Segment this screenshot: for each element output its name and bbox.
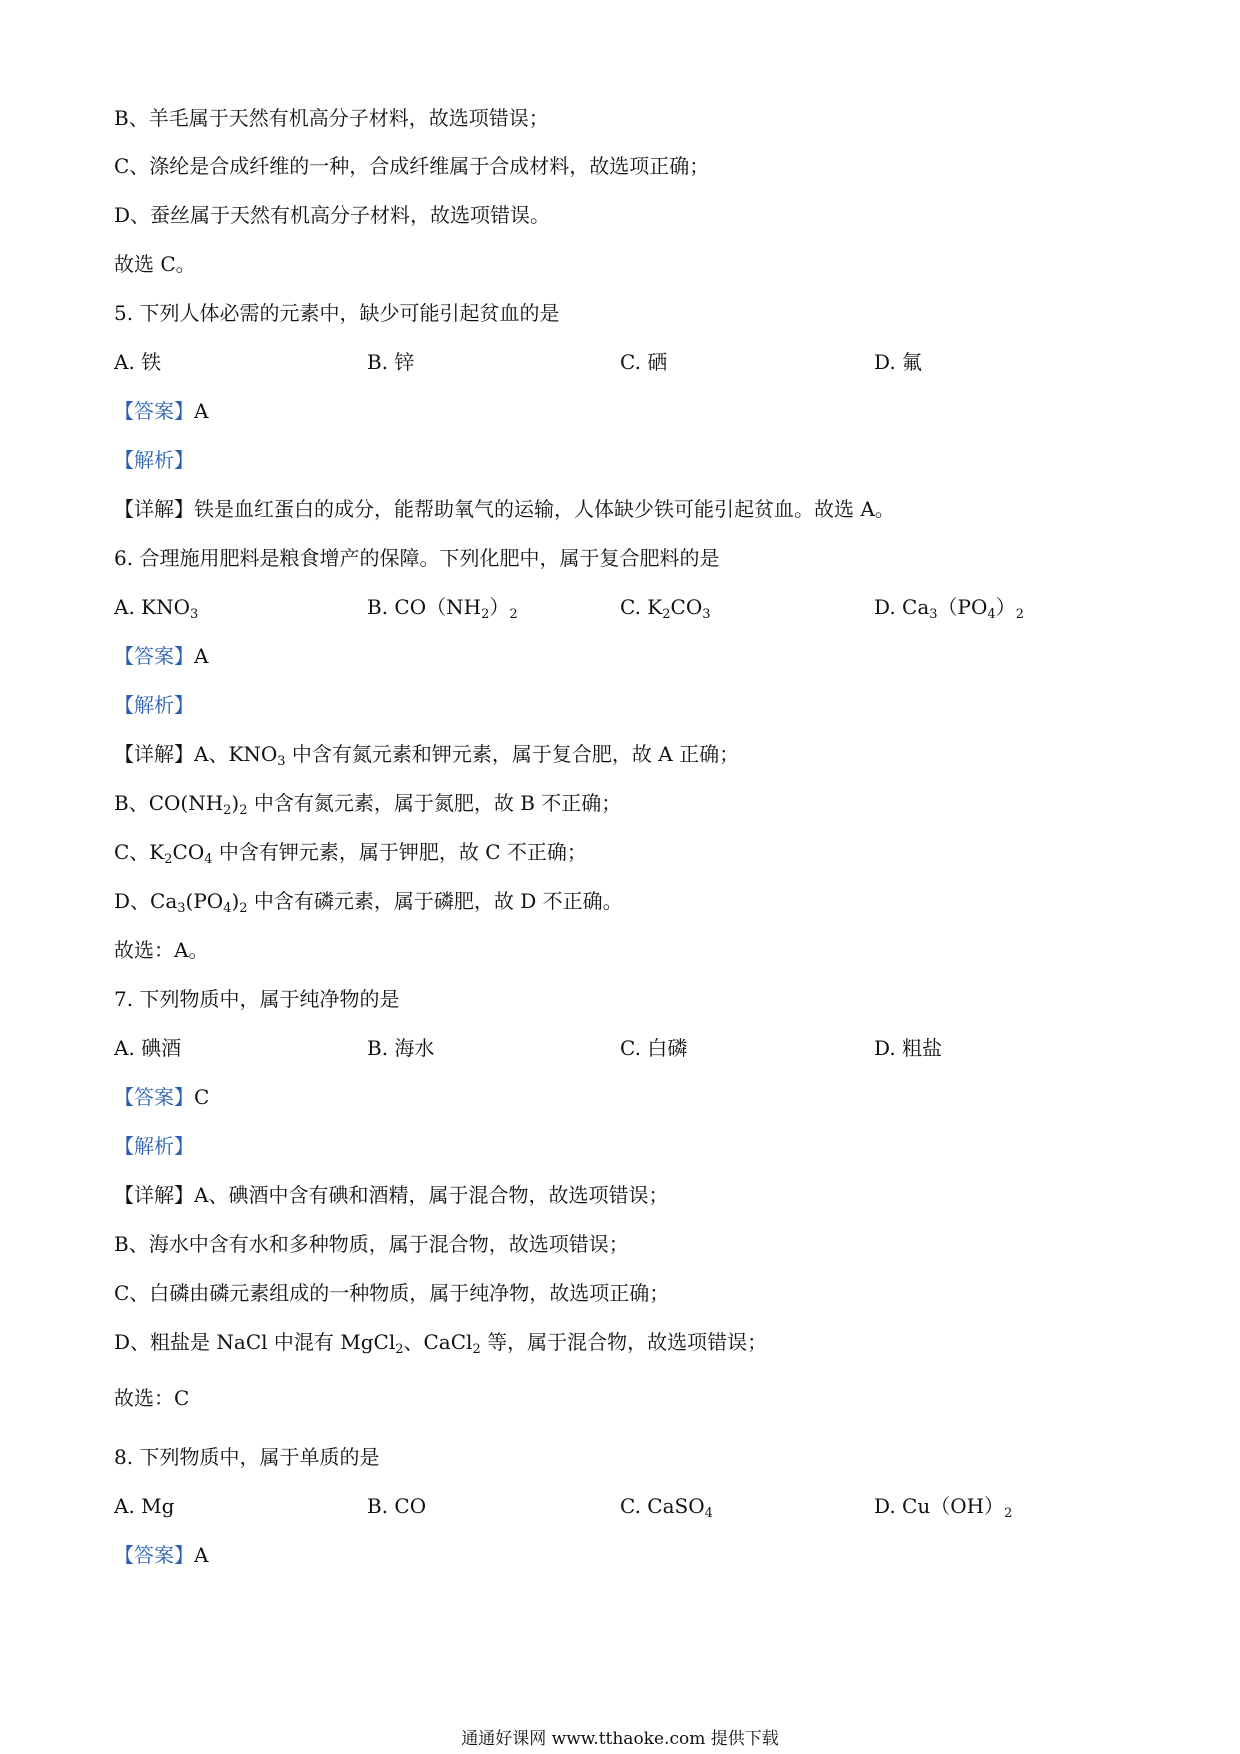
answer-value: A [194, 644, 209, 668]
q7-option-d: D. 粗盐 [874, 1036, 943, 1060]
q8-option-d: D. $Cu(OH)_2$ [874, 1494, 1013, 1521]
q5-option-c: C. 硒 [620, 350, 668, 374]
detail-tag: 【详解】 [114, 1183, 194, 1207]
detail-text: 铁是血红蛋白的成分，能帮助氧气的运输，人体缺少铁可能引起贫血。故选 A。 [194, 497, 895, 521]
q6-choice: 故选：A。 [114, 938, 209, 962]
q7-option-c: C. 白磷 [620, 1036, 688, 1060]
q6-detail-d: D、$Ca_3(PO_4)_2$ 中含有磷元素，属于磷肥，故 D 不正确。 [114, 889, 623, 916]
q6-option-b: B. $CO(NH_2)_2$ [367, 595, 518, 622]
answer-tag: 【答案】 [114, 399, 194, 423]
q7-choice: 故选：C [114, 1386, 190, 1410]
q8-question: 8. 下列物质中，属于单质的是 [114, 1445, 380, 1469]
q7-option-b: B. 海水 [367, 1036, 435, 1060]
q6-option-a: A. $KNO_3$ [114, 595, 199, 622]
answer-value: C [194, 1085, 210, 1109]
q4-option-d-explanation: D、蚕丝属于天然有机高分子材料，故选项错误。 [114, 203, 551, 227]
q6-detail-b: B、$CO(NH_2)_2$ 中含有氮元素，属于氮肥，故 B 不正确； [114, 791, 622, 818]
q5-question: 5. 下列人体必需的元素中，缺少可能引起贫血的是 [114, 301, 560, 325]
page-footer: 通通好课网 www.tthaoke.com 提供下载 [461, 1729, 779, 1749]
q7-detail-b: B、海水中含有水和多种物质，属于混合物，故选项错误； [114, 1232, 629, 1256]
answer-tag: 【答案】 [114, 644, 194, 668]
q5-option-a: A. 铁 [114, 350, 162, 374]
q5-detail [114, 495, 895, 523]
q7-detail-c: C、白磷由磷元素组成的一种物质，属于纯净物，故选项正确； [114, 1281, 670, 1305]
q4-option-c-explanation: C、涤纶是合成纤维的一种，合成纤维属于合成材料，故选项正确； [114, 154, 710, 178]
q5-option-d: D. 氟 [874, 350, 923, 374]
answer-tag: 【答案】 [114, 1085, 194, 1109]
q6-question: 6. 合理施用肥料是粮食增产的保障。下列化肥中，属于复合肥料的是 [114, 546, 720, 570]
q6-detail-c: C、$K_2CO_4$ 中含有钾元素，属于钾肥，故 C 不正确； [114, 840, 587, 867]
q7-answer [114, 1083, 209, 1111]
q8-answer [114, 1541, 208, 1569]
q6-option-c: C. $K_2CO_3$ [620, 595, 711, 622]
q5-answer [114, 397, 208, 425]
answer-value: A [194, 399, 209, 423]
detail-tag: 【详解】 [114, 742, 194, 766]
q8-option-a: A. Mg [114, 1494, 175, 1518]
q8-option-b: B. CO [367, 1494, 427, 1518]
q8-option-c: C. CaSO$_4$ [620, 1494, 713, 1521]
q7-detail-a: 【详解】A、碘酒中含有碘和酒精，属于混合物，故选项错误； [114, 1183, 669, 1207]
q6-option-d: D. $Ca_3(PO_4)_2$ [874, 595, 1024, 622]
q7-question: 7. 下列物质中，属于纯净物的是 [114, 987, 400, 1011]
q4-choice: 故选 C。 [114, 252, 196, 276]
q5-option-b: B. 锌 [367, 350, 415, 374]
q6-answer [114, 642, 208, 670]
q6-detail-a: 【详解】A、$KNO_3$ 中含有氮元素和钾元素，属于复合肥，故 A 正确； [114, 742, 740, 769]
detail-tag: 【详解】 [114, 497, 194, 521]
q7-detail-d: D、粗盐是 NaCl 中混有 MgCl$_2$、CaCl$_2$ 等，属于混合物，故选项错误； [114, 1330, 768, 1357]
q7-option-a: A. 碘酒 [114, 1036, 182, 1060]
q5-analysis-tag: 【解析】 [114, 448, 194, 472]
q4-option-b-explanation: B、羊毛属于天然有机高分子材料，故选项错误； [114, 106, 549, 130]
q7-analysis-tag: 【解析】 [114, 1134, 194, 1158]
answer-value: A [194, 1543, 209, 1567]
q6-analysis-tag: 【解析】 [114, 693, 194, 717]
answer-tag: 【答案】 [114, 1543, 194, 1567]
